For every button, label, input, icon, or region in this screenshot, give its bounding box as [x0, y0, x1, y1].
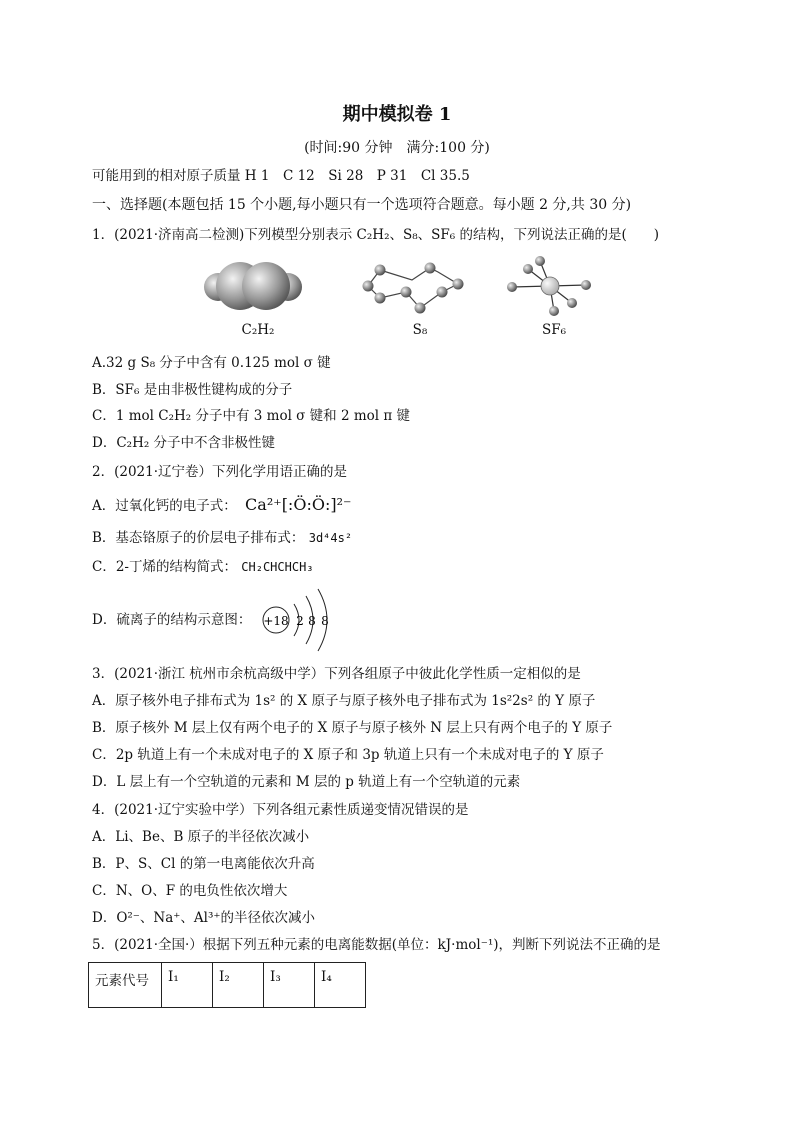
c2h2-label: C₂H₂	[241, 322, 275, 338]
q3-option-b: B．原子核外 M 层上仅有两个电子的 X 原子与原子核外 N 层上只有两个电子的 Y 原子	[92, 720, 613, 736]
q2-option-d-text: D．硫离子的结构示意图：	[92, 612, 252, 628]
q3-option-c: C．2p 轨道上有一个未成对电子的 X 原子和 3p 轨道上只有一个未成对电子的 Y 原子	[92, 747, 604, 763]
sulfide-ion-diagram	[256, 586, 342, 652]
table-header-row	[89, 963, 366, 1008]
q1-option-d: D．C₂H₂ 分子中不含非极性键	[92, 435, 276, 451]
calcium-peroxide-formula: Ca²⁺[:Ö:Ö:]²⁻	[245, 495, 352, 514]
c2h2-model-figure	[200, 255, 310, 320]
shell-2-count: 8	[308, 614, 316, 628]
table-header-cell: I₄	[315, 963, 366, 1008]
section-header: 一、选择题(本题包括 15 个小题,每小题只有一个选项符合题意。每小题 2 分,共 30 分)	[92, 197, 632, 213]
ionization-energy-table	[88, 962, 366, 1008]
butene-formula: CH₂CHCHCH₃	[241, 560, 314, 574]
q3-option-d: D．L 层上有一个空轨道的元素和 M 层的 p 轨道上有一个空轨道的元素	[92, 774, 521, 790]
nucleus-charge: +18	[263, 614, 289, 628]
question-5-stem: 5．(2021·全国·）根据下列五种元素的电离能数据(单位：kJ·mol⁻¹)，判断下列说法不正确的是	[92, 937, 661, 953]
chromium-config: 3d⁴4s²	[308, 531, 353, 545]
shell-1-count: 2	[296, 614, 304, 628]
table-header-cell: 元素代号	[89, 963, 162, 1008]
q3-option-a: A．原子核外电子排布式为 1s² 的 X 原子与原子核外电子排布式为 1s²2s² 的 Y 原子	[92, 693, 596, 709]
q4-option-d: D．O²⁻、Na⁺、Al³⁺的半径依次减小	[92, 910, 316, 926]
sf6-model-figure	[500, 255, 600, 320]
table-header-cell: I₁	[162, 963, 213, 1008]
s8-label: S₈	[412, 322, 428, 338]
question-4-stem: 4．(2021·辽宁实验中学）下列各组元素性质递变情况错误的是	[92, 802, 469, 818]
page-title: 期中模拟卷 1	[342, 104, 452, 125]
q2-option-c	[92, 557, 314, 577]
question-3-stem: 3．(2021·浙江 杭州市余杭高级中学）下列各组原子中彼此化学性质一定相似的是	[92, 666, 581, 682]
q2-option-c-text: C．2-丁烯的结构简式：	[92, 559, 237, 575]
q1-option-b: B．SF₆ 是由非极性键构成的分子	[92, 382, 293, 398]
q1-option-c: C．1 mol C₂H₂ 分子中有 3 mol σ 键和 2 mol π 键	[92, 408, 411, 424]
q4-option-b: B．P、S、Cl 的第一电离能依次升高	[92, 856, 315, 872]
question-1-stem: 1．(2021·济南高二检测)下列模型分别表示 C₂H₂、S₈、SF₆ 的结构，下列说法正确的是( )	[92, 227, 659, 243]
q2-option-b-text: B．基态铬原子的价层电子排布式：	[92, 530, 305, 546]
atomic-masses: 可能用到的相对原子质量 H 1 C 12 Si 28 P 31 Cl 35.5	[92, 168, 470, 184]
sf6-label: SF₆	[541, 322, 567, 338]
shell-3-count: 8	[321, 614, 329, 628]
question-2-stem: 2．(2021·辽宁卷）下列化学用语正确的是	[92, 464, 348, 480]
exam-info: (时间:90 分钟 满分:100 分)	[304, 140, 490, 156]
q2-option-a-text: A．过氧化钙的电子式：	[92, 498, 237, 514]
q1-option-a: A.32 g S₈ 分子中含有 0.125 mol σ 键	[92, 355, 331, 371]
q2-option-b	[92, 528, 352, 548]
s8-model-figure	[360, 260, 472, 320]
table-header-cell: I₃	[264, 963, 315, 1008]
q4-option-a: A．Li、Be、B 原子的半径依次减小	[92, 829, 310, 845]
table-header-cell: I₂	[213, 963, 264, 1008]
q2-option-a	[92, 495, 351, 516]
q4-option-c: C．N、O、F 的电负性依次增大	[92, 883, 288, 899]
